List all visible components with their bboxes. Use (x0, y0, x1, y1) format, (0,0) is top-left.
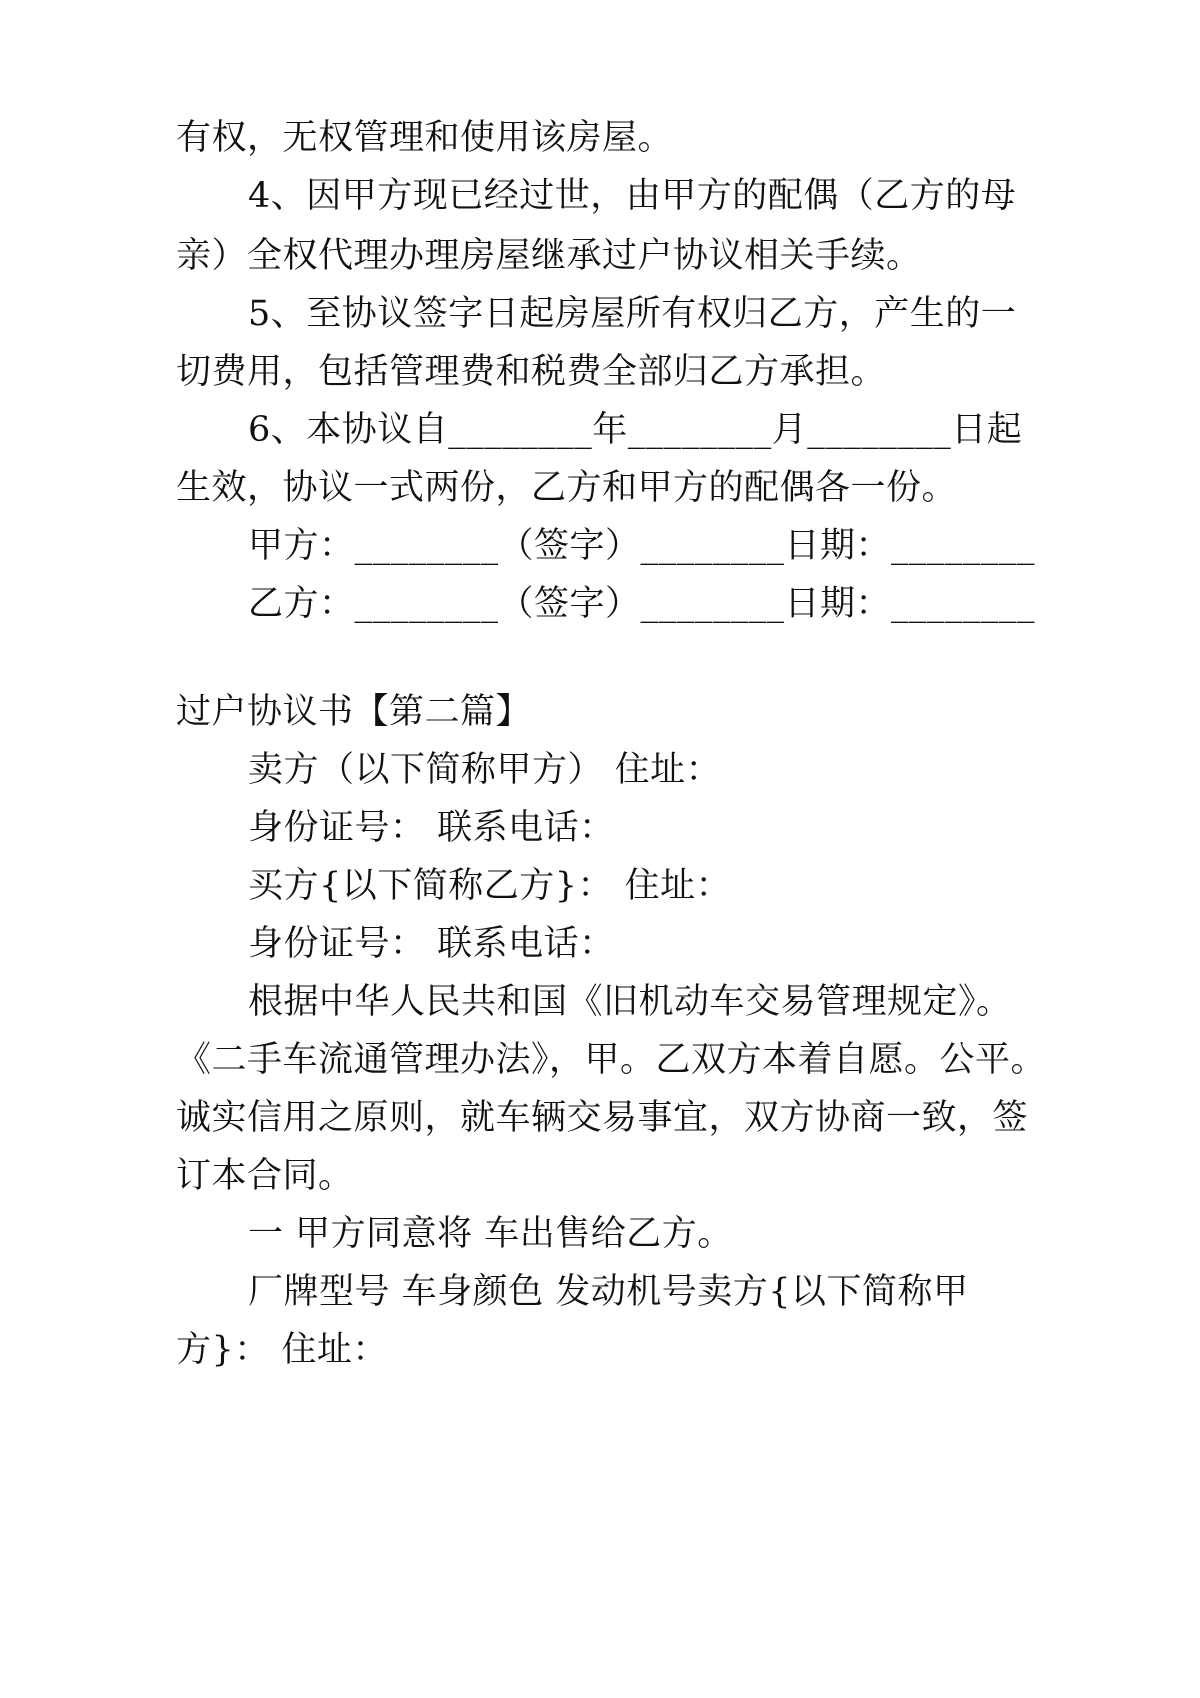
text-line: 5、至协议签字日起房屋所有权归乙方，产生的一 (248, 294, 1017, 334)
text-line: 卖方（以下简称甲方） 住址： (248, 750, 722, 790)
text-line: 生效，协议一式两份，乙方和甲方的配偶各一份。 (176, 468, 958, 508)
text-line: 身份证号： 联系电话： (248, 924, 615, 964)
text-line: 切费用，包括管理费和税费全部归乙方承担。 (176, 352, 887, 392)
text-line: 方}： 住址： (176, 1330, 388, 1370)
text-line: 有权，无权管理和使用该房屋。 (176, 118, 674, 158)
signature-line-party-a: 甲方：________（签字）________日期：________ (248, 526, 1036, 566)
text-line: 一 甲方同意将 车出售给乙方。 (248, 1214, 733, 1254)
text-line: 订本合同。 (176, 1156, 354, 1196)
text-line: 身份证号： 联系电话： (248, 808, 615, 848)
signature-line-party-b: 乙方：________（签字）________日期：________ (248, 584, 1036, 624)
text-line: 4、因甲方现已经过世，由甲方的配偶（乙方的母 (248, 176, 1017, 216)
text-line: 厂牌型号 车身颜色 发动机号卖方{以下简称甲 (248, 1272, 969, 1312)
text-line: 诚实信用之原则，就车辆交易事宜，双方协商一致，签 (176, 1098, 1029, 1138)
text-line: 6、本协议自________年________月________日起 (248, 410, 1023, 450)
text-line: 买方{以下简称乙方}： 住址： (248, 866, 732, 906)
text-line: 《二手车流通管理办法》，甲。乙双方本着自愿。公平。 (176, 1040, 1047, 1080)
text-line: 亲）全权代理办理房屋继承过户协议相关手续。 (176, 236, 922, 276)
section-heading: 过户协议书【第二篇】 (176, 692, 532, 732)
text-line: 根据中华人民共和国《旧机动车交易管理规定》。 (248, 982, 1012, 1022)
